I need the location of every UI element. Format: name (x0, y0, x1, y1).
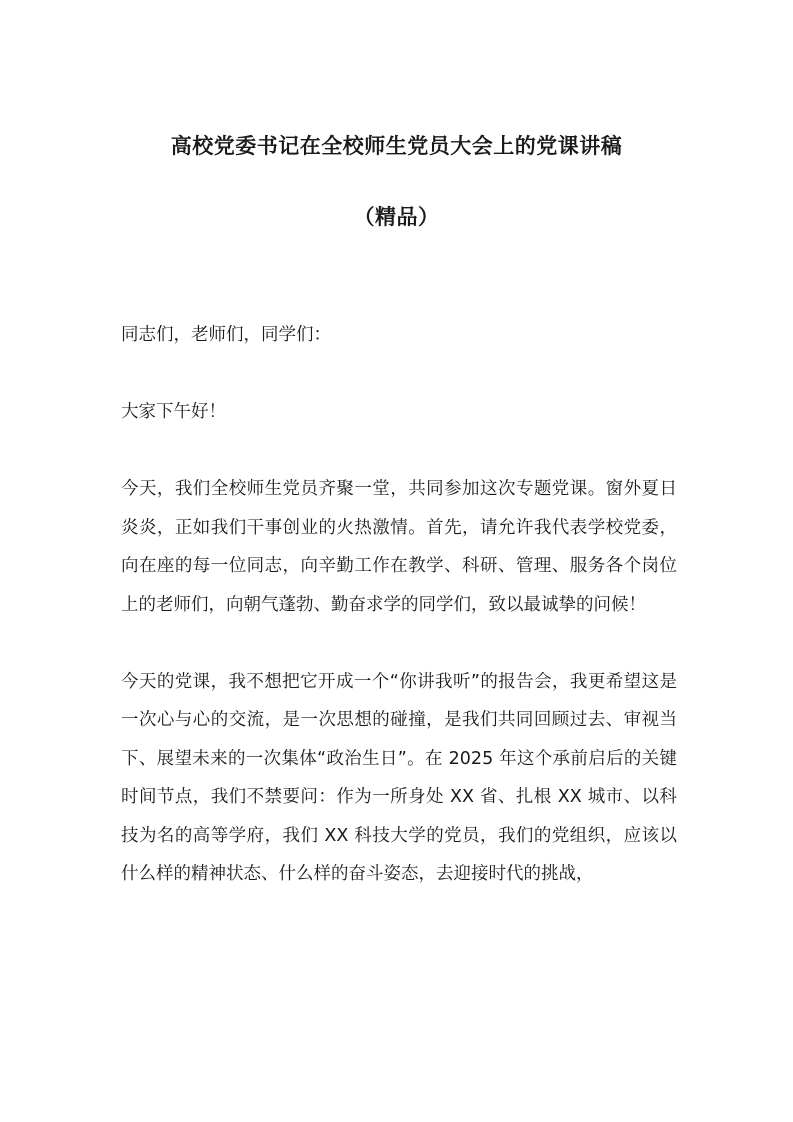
document-subtitle: （精品） (353, 205, 440, 229)
salutation: 同志们，老师们，同学们： (121, 325, 331, 345)
body-paragraph: 今天的党课，我不想把它开成一个“你讲我听”的报告会，我更希望这是一次心与心的交流，是一次思想的碰撞，是我们共同回顾过去、审视当下、展望未来的一次集体“政治生日”。在 2025 年这个承前启后的关键时间节点，我们不禁要问：作为一所身处 XX 省、扎根 XX 城市、以科技为名的高等学府，我们 XX 科技大学的党员，我们的党组织，应该以什么样的精神状态、什么样的奋斗姿态，去迎接时代的挑战， (121, 671, 677, 884)
greeting: 大家下午好！ (121, 402, 226, 422)
body-paragraph: 今天，我们全校师生党员齐聚一堂，共同参加这次专题党课。窗外夏日炎炎，正如我们干事创业的火热激情。首先，请允许我代表学校党委，向在座的每一位同志，向辛勤工作在教学、科研、管理、服务各个岗位上的老师们，向朝气蓬勃、勤奋求学的同学们，致以最诚挚的问候！ (121, 479, 677, 615)
document-body (121, 316, 677, 894)
document-title: 高校党委书记在全校师生党员大会上的党课讲稿 (170, 134, 623, 158)
